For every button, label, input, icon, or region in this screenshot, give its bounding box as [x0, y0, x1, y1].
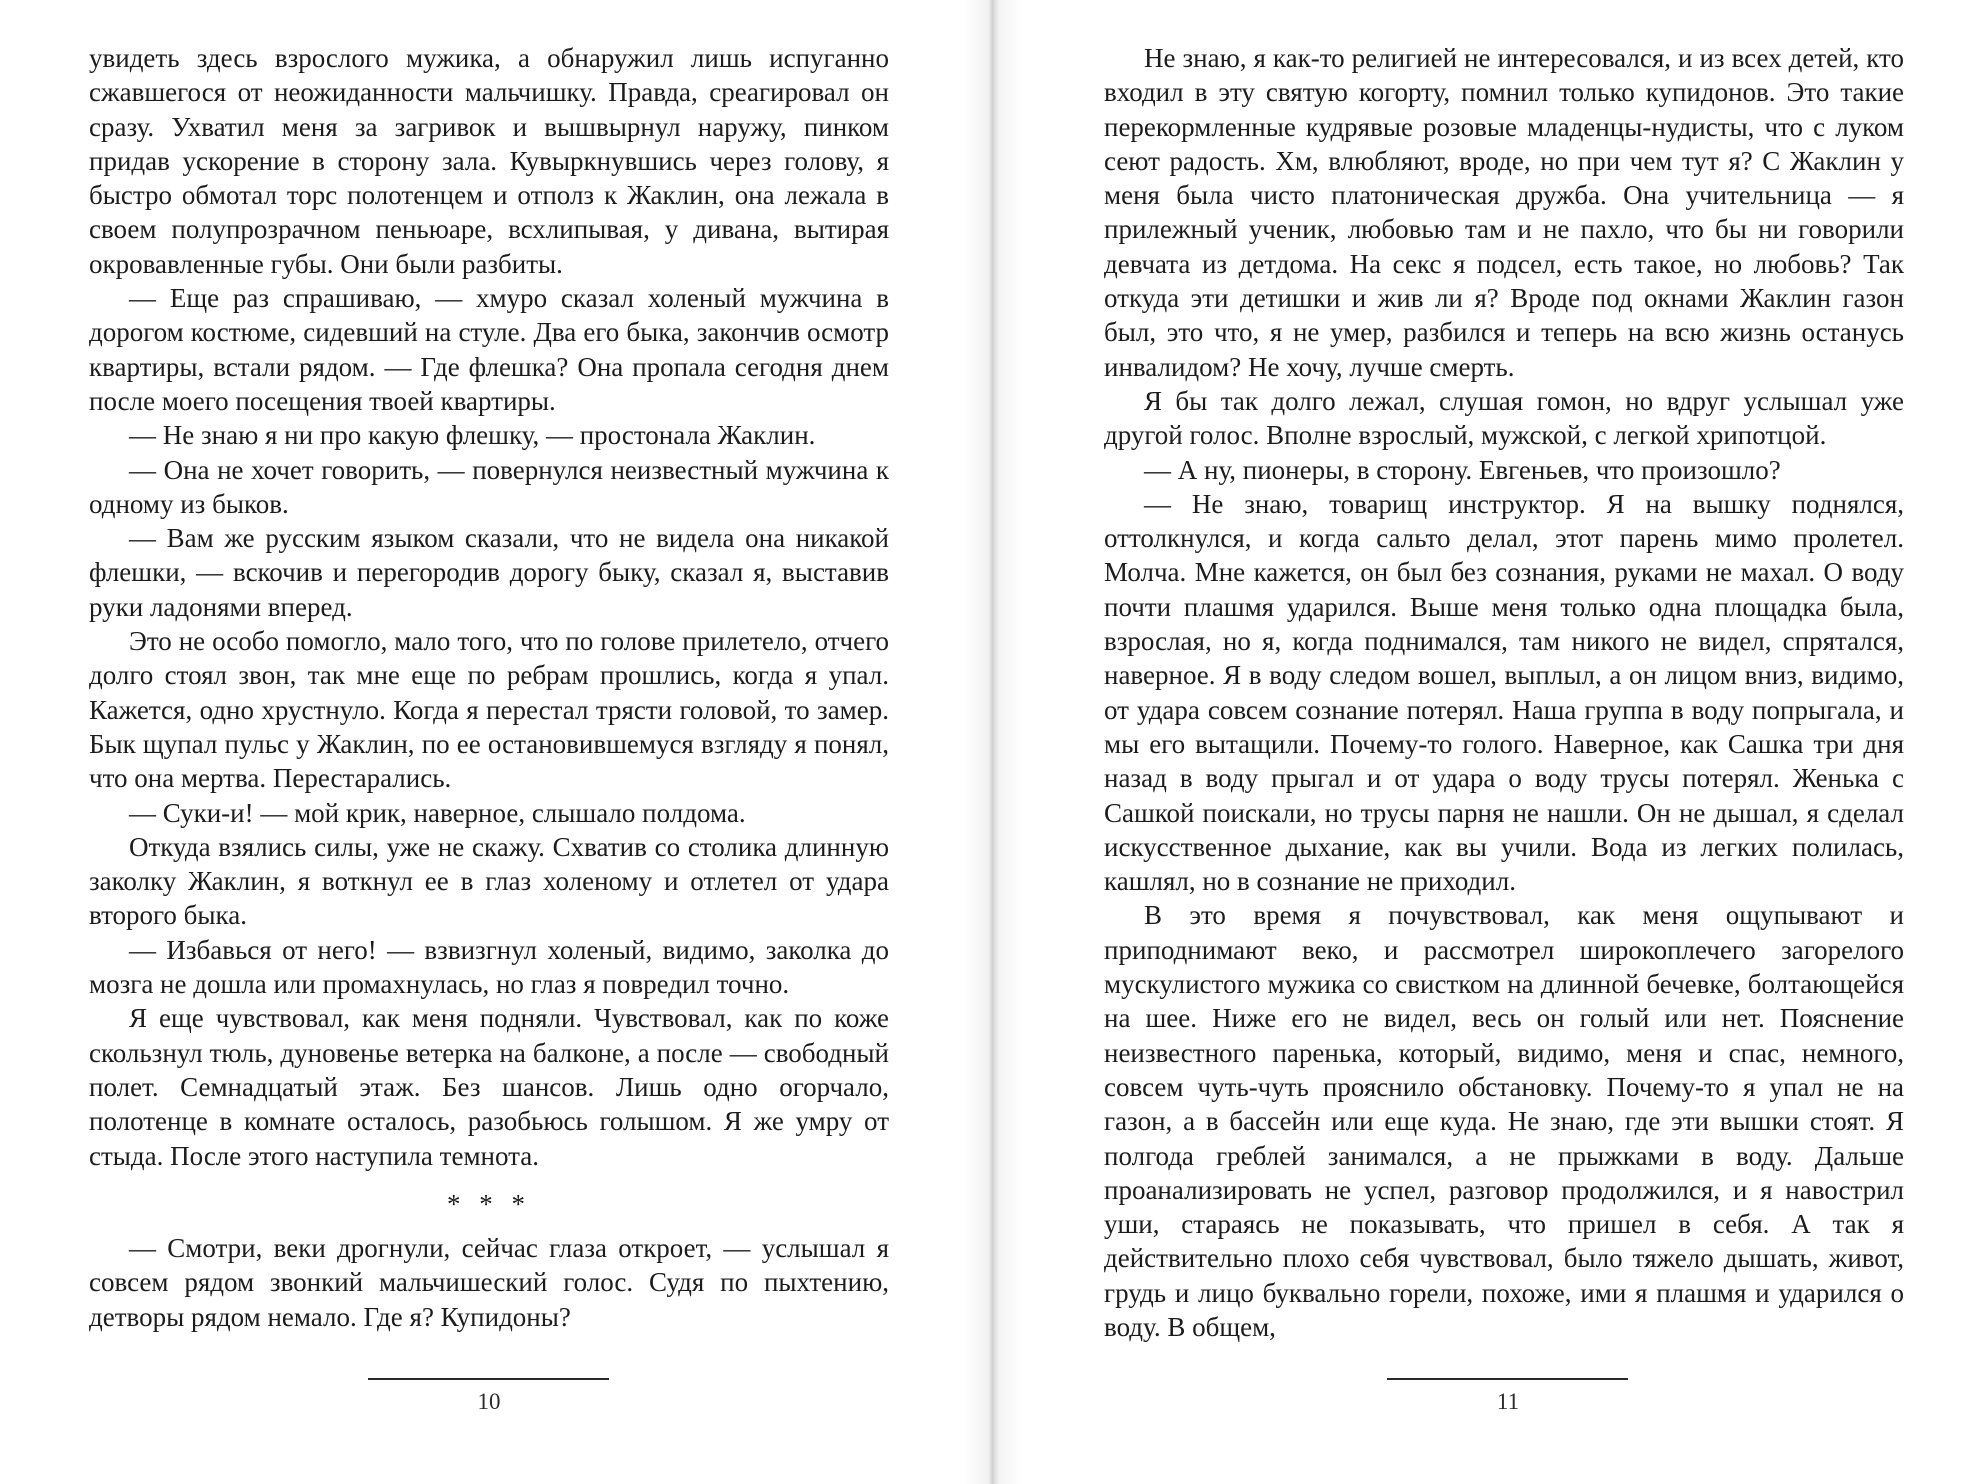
paragraph: Откуда взялись силы, уже не скажу. Схватив со столика длинную заколку Жаклин, я воткнул ее в глаз холеному и отлетел от удара второго быка.	[89, 831, 889, 931]
page-number: 10	[477, 1389, 501, 1414]
footer-rule	[368, 1378, 609, 1380]
page-number: 11	[1496, 1389, 1520, 1414]
paragraph: — Еще раз спрашиваю, — хмуро сказал холеный мужчина в дорогом костюме, сидевший на стуле. Два его быка, закончив осмотр квартиры, встали рядом. — Где флешка? Она пропала сегодня днем после моего посещения твоей квартиры.	[89, 283, 889, 416]
paragraph: увидеть здесь взрослого мужика, а обнаружил лишь испуганно сжавшегося от неожиданности мальчишку. Правда, среагировал он сразу. Ухватил меня за загривок и вышвырнул наружу, пинком придав ускорение в сторону зала. Кувыркнувшись через голову, я быстро обмотал торс полотенцем и отполз к Жаклин, она лежала в своем полупрозрачном пеньюаре, всхлипывая, у дивана, вытирая окровавленные губы. Они были разбиты.	[89, 43, 889, 279]
section-separator: * * *	[447, 1188, 531, 1219]
footer-rule	[1387, 1378, 1628, 1380]
paragraph: — А ну, пионеры, в сторону. Евгеньев, что произошло?	[1144, 454, 1781, 485]
right-page	[993, 0, 1986, 1484]
paragraph: — Суки-и! — мой крик, наверное, слышало полдома.	[129, 797, 746, 828]
book-gutter-shadow	[963, 0, 1023, 1484]
paragraph: Я бы так долго лежал, слушая гомон, но вдруг услышал уже другой голос. Вполне взрослый, мужской, с легкой хрипотцой.	[1104, 385, 1904, 451]
paragraph: Не знаю, я как-то религией не интересовался, и из всех детей, кто входил в эту святую когорту, помнил только купидонов. Это такие перекормленные кудрявые розовые младенцы-нудисты, что с луком сеют радость. Хм, влюбляют, вроде, но при чем тут я? С Жаклин у меня была чисто платоническая дружба. Она учительница — я прилежный ученик, любовью там и не пахло, что бы ни говорили девчата из детдома. На секс я подсел, есть такое, но любовь? Так откуда эти детишки и жив ли я? Вроде под окнами Жаклин газон был, это что, я не умер, разбился и теперь на всю жизнь останусь инвалидом? Не хочу, лучше смерть.	[1104, 43, 1904, 382]
paragraph: — Вам же русским языком сказали, что не видела она никакой флешки, — вскочив и перегородив дорогу быку, сказал я, выставив руки ладонями вперед.	[89, 523, 889, 622]
right-page-text	[1104, 41, 1904, 1344]
paragraph: — Избавься от него! — взвизгнул холеный, видимо, заколка до мозга не дошла или промахнулась, но глаз я повредил точно.	[89, 934, 889, 1000]
paragraph: — Не знаю я ни про какую флешку, — простонала Жаклин.	[129, 420, 816, 451]
paragraph: — Не знаю, товарищ инструктор. Я на вышку поднялся, оттолкнулся, и когда сальто делал, этот парень мимо пролетел. Молча. Мне кажется, он был без сознания, руками не махал. О воду почти плашмя ударился. Выше меня только одна площадка была, взрослая, но я, когда поднимался, там никого не видел, спрятался, наверное. Я в воду следом вошел, выплыл, а он лицом вниз, видимо, от удара совсем сознание потерял. Наша группа в воду попрыгала, и мы его вытащили. Почему-то голого. Наверное, как Сашка три дня назад в воду прыгал и от удара о воду трусы потерял. Женька с Сашкой поискали, но трусы парня не нашли. Он не дышал, я сделал искусственное дыхание, как вы учили. Вода из легких полилась, кашлял, но в сознание не приходил.	[1104, 488, 1904, 897]
paragraph: — Смотри, веки дрогнули, сейчас глаза откроет, — услышал я совсем рядом звонкий мальчишеский голос. Судя по пыхтению, детворы рядом немало. Где я? Купидоны?	[89, 1233, 889, 1332]
paragraph: Я еще чувствовал, как меня подняли. Чувствовал, как по коже скользнул тюль, дуновенье ветерка на балконе, а после — свободный полет. Семнадцатый этаж. Без шансов. Лишь одно огорчало, полотенце в комнате осталось, разобьюсь голышом. Я же умру от стыда. После этого наступила темнота.	[89, 1003, 889, 1171]
paragraph: — Она не хочет говорить, — повернулся неизвестный мужчина к одному из быков.	[89, 454, 889, 519]
left-page-text	[89, 41, 889, 1334]
paragraph: В это время я почувствовал, как меня ощупывают и приподнимают веко, и рассмотрел широкоплечего загорелого мускулистого мужика со свистком на длинной бечевке, болтающейся на шее. Ниже его не видел, весь он голый или нет. Пояснение неизвестного паренька, который, видимо, меня и спас, немного, совсем чуть-чуть прояснило обстановку. Почему-то я упал не на газон, а в бассейн или еще куда. Не знаю, где эти вышки стоят. Я полгода греблей занимался, а не прыжками в воду. Дальше проанализировать не успел, разговор продолжился, и я навострил уши, стараясь не показывать, что пришел в себя. А так я действительно плохо себя чувствовал, было тяжело дышать, живот, грудь и лицо буквально горели, похоже, ими я плашмя и ударился о воду. В общем,	[1104, 900, 1904, 1342]
paragraph: Это не особо помогло, мало того, что по голове прилетело, отчего долго стоял звон, так мне еще по ребрам прошлись, когда я упал. Кажется, одно хрустнуло. Когда я перестал трясти головой, то замер. Бык щупал пульс у Жаклин, по ее остановившемуся взгляду я понял, что она мертва. Перестарались.	[89, 626, 889, 794]
